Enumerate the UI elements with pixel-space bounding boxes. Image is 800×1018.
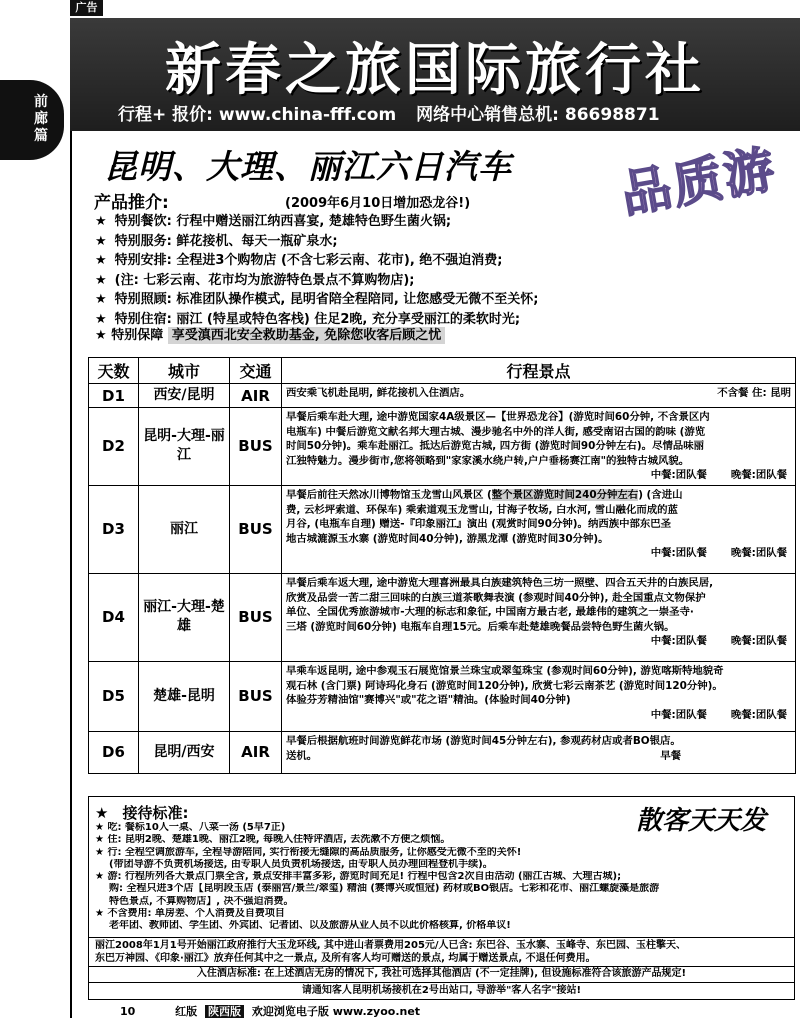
- itinerary-row: [89, 731, 796, 773]
- side-tab-label: 前廊篇: [34, 94, 48, 144]
- meal-dinner-value: 团队餐: [755, 708, 787, 721]
- promo-bullet-list: [95, 212, 655, 329]
- schedule-line: 早乘车返昆明, 途中参观玉石展览馆景兰珠宝或翠玺珠宝 (参观时间60分钟), 游览喀斯特地貌奇: [286, 664, 724, 677]
- meal-line: [286, 468, 791, 483]
- reception-line: ★ 行: 全程空调旅游车, 全程导游陪同, 实行衔接无缝隙的高品质服务, 让你感受无微不至的关怀!: [95, 846, 522, 858]
- itinerary-row: [89, 485, 796, 573]
- agency-name: 新春之旅国际旅行社: [165, 37, 705, 103]
- reception-line: (带团导游不负责机场接送, 由专职人员负责机场接送, 由专职人员办理回程登机手续)。: [109, 858, 493, 870]
- meal-lunch-value: 团队餐: [675, 708, 707, 721]
- star-icon: ★: [95, 253, 107, 268]
- promo-bullet-text: (注: 七彩云南、花市均为旅游特色景点不算购物店);: [114, 272, 415, 288]
- section-side-tab: [0, 80, 64, 160]
- promo-date-note: (2009年6月10日增加恐龙谷!): [285, 196, 471, 211]
- airport-pickup-line: 请通知客人昆明机场接机在2号出站口, 导游举"客人名字"接站!: [88, 982, 795, 1000]
- reception-title: 接待标准:: [122, 804, 189, 822]
- promo-bullet-text: 特别照顾: 标准团队操作模式, 昆明省陪全程陪同, 让您感受无微不至关怀;: [114, 292, 539, 307]
- transport-cell: AIR: [230, 731, 282, 773]
- hotel-standard-line: 入住酒店标准: 在上述酒店无房的情况下, 我社可选择其他酒店 (不一定挂牌), 但设施标准符合该旅游产品规定!: [88, 966, 795, 983]
- transport-cell: BUS: [230, 661, 282, 731]
- schedule-cell: [282, 384, 796, 408]
- meal-dinner-value: 团队餐: [755, 469, 787, 482]
- schedule-line: 早餐后根据航班时间游览鲜花市场 (游览时间45分钟左右), 参观药材店或者BO银店。: [286, 734, 681, 747]
- schedule-line: 早餐后乘车返大理, 途中游览大理喜洲最具白族建筑特色三坊一照壁、四合五天井的白族民居,: [286, 576, 714, 589]
- day-cell: D1: [89, 384, 139, 408]
- reception-line: 购: 全程只进3个店【昆明段玉店 (泰丽宫/景兰/翠玺) 精油 (赛博兴或恒冠) 药材或BO银店。七彩和花市、丽江螺旋藻是旅游: [109, 883, 660, 895]
- day-cell: D3: [89, 485, 139, 573]
- transport-cell: AIR: [230, 384, 282, 408]
- page-footer: [120, 1003, 420, 1018]
- meal-dinner-label: 晚餐:: [730, 547, 756, 560]
- agency-banner: [70, 18, 800, 131]
- meal-line: [286, 634, 791, 649]
- reception-lines: [95, 822, 785, 933]
- day-cell: D4: [89, 573, 139, 661]
- day-cell: D2: [89, 408, 139, 486]
- star-icon: ★: [95, 272, 107, 288]
- transport-cell: BUS: [230, 573, 282, 661]
- schedule-line: 单位、全国优秀旅游城市-大理的标志和象征, 中国南方最古老, 最雄伟的建筑之一崇圣寺·: [286, 606, 694, 619]
- star-icon: ★: [95, 233, 107, 249]
- reception-line: ★ 游: 行程所列各大景点门票全含, 景点安排丰富多彩, 游览时间充足! 行程中包含2次自由活动 (丽江古城、大理古城);: [95, 871, 622, 883]
- reception-line: ★ 吃: 餐标10人一桌、八菜一汤 (5早7正): [95, 822, 286, 833]
- edition-label: 红版: [175, 1005, 198, 1018]
- notice-line: 东巴万神园、《印象·丽江》放弃任何其中之一景点, 及所有客人均可赠送的景点, 均属于赠送景点, 不退任何费用。: [95, 953, 596, 964]
- city-cell: 楚雄-昆明: [139, 661, 230, 731]
- day-cell: D5: [89, 661, 139, 731]
- schedule-line: 月谷, (电瓶车自理) 赠送-『印象丽江』演出 (观赏时间90分钟)。纳西族中部东巴圣: [286, 518, 672, 531]
- schedule-line: 三塔 (游览时间60分钟) 电瓶车自理15元。后乘车赴楚雄晚餐品尝特色野生菌火锅。: [286, 620, 675, 633]
- meal-dinner-value: 团队餐: [755, 547, 787, 560]
- star-icon: ★: [95, 804, 109, 822]
- reception-line: 特色景点, 不算购物店】, 决不强迫消费。: [109, 895, 294, 907]
- daily-departure-slogan: 散客天天发: [636, 806, 767, 836]
- meal-dinner-label: 晚餐:: [730, 635, 756, 648]
- star-icon: ★: [95, 311, 107, 327]
- city-cell: 昆明-大理-丽江: [139, 408, 230, 486]
- star-icon: ★: [95, 214, 107, 229]
- quality-stamp: 品质游: [616, 138, 781, 225]
- meal-dinner-value: 团队餐: [755, 635, 787, 648]
- promo-bullet-text: 特别餐饮: 行程中赠送丽江纳西喜宴, 楚雄特色野生菌火锅;: [114, 214, 452, 229]
- banner-contact-line: [118, 100, 660, 125]
- itinerary-table: [88, 357, 796, 774]
- schedule-line: 早餐后前往天然冰川博物馆玉龙雪山风景区 (整个景区游览时间240分钟左右) (含进山: [286, 488, 683, 501]
- itinerary-row: [89, 573, 796, 661]
- meal-note: 不含餐 住: 昆明: [717, 387, 791, 399]
- transport-cell: BUS: [230, 485, 282, 573]
- meal-lunch-value: 团队餐: [675, 547, 707, 560]
- edition-brand: 陕西版: [205, 1005, 244, 1018]
- itinerary-row: [89, 661, 796, 731]
- schedule-line: 时间50分钟)。乘车赴丽江。抵达后游览古城, 四方街 (游览时间90分钟左右)。尽情品味丽: [286, 440, 705, 453]
- meal-lunch-value: 团队餐: [675, 469, 707, 482]
- city-cell: 西安/昆明: [139, 384, 230, 408]
- schedule-cell: [282, 573, 796, 661]
- promo-bullet: [95, 290, 655, 310]
- header-city: 城市: [139, 358, 230, 384]
- meal-line: [286, 708, 791, 723]
- route-title: 昆明、大理、丽江六日汽车: [104, 147, 512, 186]
- meal-lunch-label: 中餐:: [650, 708, 676, 721]
- promo-bullet-text: 特别服务: 鲜花接机、每天一瓶矿泉水;: [114, 233, 338, 249]
- page-number: 10: [120, 1005, 136, 1018]
- header-transport: 交通: [230, 358, 282, 384]
- reception-line: ★ 住: 昆明2晚、楚雄1晚、丽江2晚, 每晚入住特评酒店, 去洗漱不方便之烦恼。: [95, 834, 451, 846]
- schedule-line: 欣赏及品尝一苦二甜三回味的白族三道茶歌舞表演 (参观时间40分钟), 赴全国重点文物保护: [286, 591, 706, 604]
- header-day: 天数: [89, 358, 139, 384]
- guarantee-line: [95, 324, 445, 343]
- hotline-text: 网络中心销售总机: 86698871: [416, 105, 660, 125]
- promo-bullet-text: 特别住宿: 丽江 (特星或特色客栈) 住足2晚, 充分享受丽江的柔软时光;: [114, 311, 521, 327]
- schedule-line: 西安乘飞机赴昆明, 鲜花接机入住酒店。 不含餐 住: 昆明: [286, 387, 791, 399]
- star-icon: ★: [95, 328, 107, 343]
- schedule-cell: [282, 731, 796, 773]
- day-cell: D6: [89, 731, 139, 773]
- reception-line: 老年团、教师团、学生团、外宾团、记者团、以及旅游从业人员不以此价格核算, 价格单议!: [109, 920, 511, 932]
- city-cell: 丽江-大理-楚雄: [139, 573, 230, 661]
- lijiang-notice: [88, 937, 795, 967]
- guarantee-text: 享受滇西北安全救助基金, 免除您收客后顾之忧: [168, 327, 445, 344]
- schedule-line: 早餐后乘车赴大理, 途中游览国家4A级景区—【世界恐龙谷】(游览时间60分钟, 不含景区内: [286, 411, 710, 423]
- schedule-line: 送机。 早餐: [286, 749, 681, 762]
- schedule-line: 江独特魅力。漫步街市,您将领略到"家家溪水绕户转,户户垂杨赛江南"的独特古城风貌。: [286, 454, 690, 467]
- meal-lunch-label: 中餐:: [650, 635, 676, 648]
- promo-bullet: [95, 212, 655, 232]
- meal-dinner-label: 晚餐:: [730, 469, 756, 482]
- itinerary-header-row: [89, 358, 796, 384]
- promo-heading: 产品推介:: [94, 193, 169, 213]
- star-icon: ★: [95, 292, 107, 307]
- schedule-line: 地古城漉源玉水寨 (游览时间40分钟), 游黑龙潭 (游览时间30分钟)。: [286, 532, 609, 545]
- guarantee-label: 特别保障: [111, 328, 164, 343]
- schedule-cell: [282, 485, 796, 573]
- promo-bullet: [95, 271, 655, 291]
- ad-tag: 广告: [70, 0, 103, 16]
- header-schedule: 行程景点: [282, 358, 796, 384]
- website-text: 行程+ 报价: www.china-fff.com: [118, 105, 397, 125]
- schedule-line: 观石林 (含门票) 阿诗玛化身石 (游览时间120分钟), 欣赏七彩云南茶艺 (游览时间120分钟)。: [286, 679, 723, 692]
- promo-bullet-text: 特别安排: 全程进3个购物店 (不含七彩云南、花市), 绝不强迫消费;: [114, 253, 503, 268]
- schedule-cell: [282, 408, 796, 486]
- reception-line: ★ 不含费用: 单房差、个人消费及自费项目: [95, 908, 285, 920]
- meal-line: [286, 546, 791, 561]
- promo-bullet: [95, 251, 655, 271]
- city-cell: 昆明/西安: [139, 731, 230, 773]
- schedule-line: 费, 云杉坪索道、环保车) 乘索道观玉龙雪山, 甘海子牧场, 白水河, 雪山融化而成的蓝: [286, 503, 678, 516]
- highlight-duration: 整个景区游览时间240分钟左右: [491, 488, 639, 501]
- meal-lunch-label: 中餐:: [650, 547, 676, 560]
- reception-title-line: [95, 802, 188, 823]
- promo-bullet: [95, 232, 655, 252]
- footer-slogan: 欢迎浏览电子版: [251, 1005, 329, 1018]
- meal-breakfast: 早餐: [660, 749, 681, 762]
- city-cell: 丽江: [139, 485, 230, 573]
- meal-dinner-label: 晚餐:: [730, 708, 756, 721]
- footer-url[interactable]: www.zyoo.net: [332, 1005, 421, 1018]
- notice-line: 丽江2008年1月1号开始丽江政府推行大玉龙环线, 其中进山者票费用205元/人已含: 东巴谷、玉水寨、玉峰寺、东巴园、玉柱擎天、: [95, 940, 687, 951]
- schedule-line: 电瓶车) 中餐后游览文献名邦大理古城、漫步驰名中外的洋人街, 感受南诏古国的韵味 (游览: [286, 425, 706, 438]
- transport-cell: BUS: [230, 408, 282, 486]
- itinerary-row: [89, 384, 796, 408]
- schedule-line: 体验芬芳精油馆"赛博兴"或"花之语"精油。(体验时间40分钟): [286, 694, 571, 707]
- itinerary-row: [89, 408, 796, 486]
- meal-lunch-label: 中餐:: [650, 469, 676, 482]
- meal-lunch-value: 团队餐: [675, 635, 707, 648]
- schedule-cell: [282, 661, 796, 731]
